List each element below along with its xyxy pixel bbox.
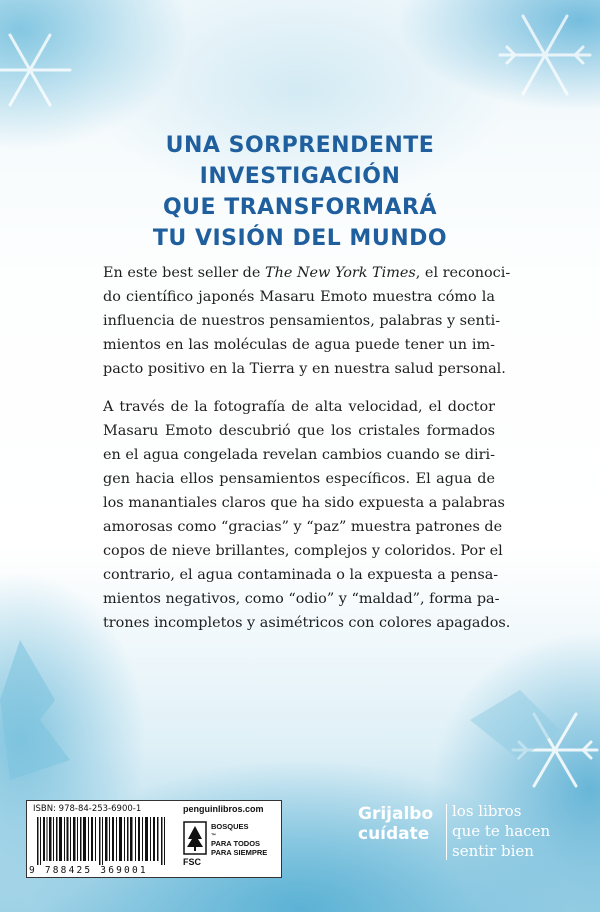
fsc-tree-icon (183, 821, 207, 855)
tagline-line: los libros (452, 802, 522, 820)
snowflake-icon (500, 16, 590, 94)
isbn-text: ISBN: 978-84-253-6900-1 (33, 804, 142, 814)
publisher-logo (358, 804, 433, 844)
collection-tagline (452, 801, 550, 861)
headline-line: QUE TRANSFORMARÁ (162, 195, 438, 220)
paragraph-line: influencia de nuestros pensamientos, palabras y senti- (103, 313, 501, 329)
headline-line: TU VISIÓN DEL MUNDO (152, 226, 448, 251)
newspaper-title: The New York Times (264, 265, 416, 281)
paragraph-line: Masaru Emoto descubrió que los cristales formados (103, 423, 495, 439)
fsc-slogan-line: PARA TODOS (211, 839, 261, 848)
paragraph-line: pacto positivo en la Tierra y en nuestra salud personal. (103, 361, 506, 377)
paragraph-line: copos de nieve brillantes, complejos y coloridos. Por el (103, 543, 503, 559)
paragraph-line: amorosas como “gracias” y “paz” muestra patrones de (103, 519, 503, 535)
tagline-line: que te hacen (452, 822, 551, 840)
synopsis-paragraph-1 (103, 261, 511, 381)
fsc-label: FSC (183, 857, 201, 867)
paragraph-line: mientos en las moléculas de agua puede tener un im- (103, 337, 495, 353)
paragraph-line: gen hacia ellos pensamientos específicos. El agua de (103, 471, 495, 487)
paragraph-line: mientos negativos, como “odio” y “maldad”, forma pa- (103, 591, 500, 607)
publisher-name: Grijalbo (358, 804, 434, 824)
ice-shard-icon (0, 640, 70, 780)
fsc-slogan-line: PARA SIEMPRE (211, 847, 268, 857)
paragraph-line: contrario, el agua contaminada o la expuesta a pensa- (103, 567, 499, 583)
fsc-slogan (211, 823, 275, 857)
fsc-slogan-line: BOSQUES (211, 822, 249, 831)
publisher-website: penguinlibros.com (183, 804, 264, 814)
paragraph-line: los manantiales claros que ha sido expuesta a palabras (103, 495, 505, 511)
paragraph-line: en el agua congelada revelan cambios cuando se diri- (103, 447, 495, 463)
tagline-line: sentir bien (452, 842, 534, 860)
line-text: , el reconoci- (415, 265, 511, 281)
synopsis-paragraph-2 (103, 395, 511, 635)
publisher-collection: cuídate (358, 824, 430, 844)
publisher-divider (446, 804, 447, 860)
paragraph-line: A través de la fotografía de alta velocidad, el doctor (103, 399, 495, 415)
line-text: En este best seller de (103, 265, 265, 281)
headline-line: UNA SORPRENDENTE (165, 133, 435, 158)
barcode-number: 9 788425 369001 (29, 865, 148, 876)
paragraph-line: trones incompletos y asimétricos con colores apagados. (103, 615, 511, 631)
paragraph-line: do científico japonés Masaru Emoto muestra cómo la (103, 289, 495, 305)
snowflake-icon (0, 35, 70, 105)
headline (60, 130, 540, 254)
barcode-panel (26, 800, 282, 878)
fsc-logo (181, 817, 277, 873)
headline-line: INVESTIGACIÓN (199, 164, 401, 189)
trademark-symbol: ™ (211, 832, 216, 839)
barcode-icon (31, 817, 175, 865)
paragraph-line (103, 261, 511, 285)
